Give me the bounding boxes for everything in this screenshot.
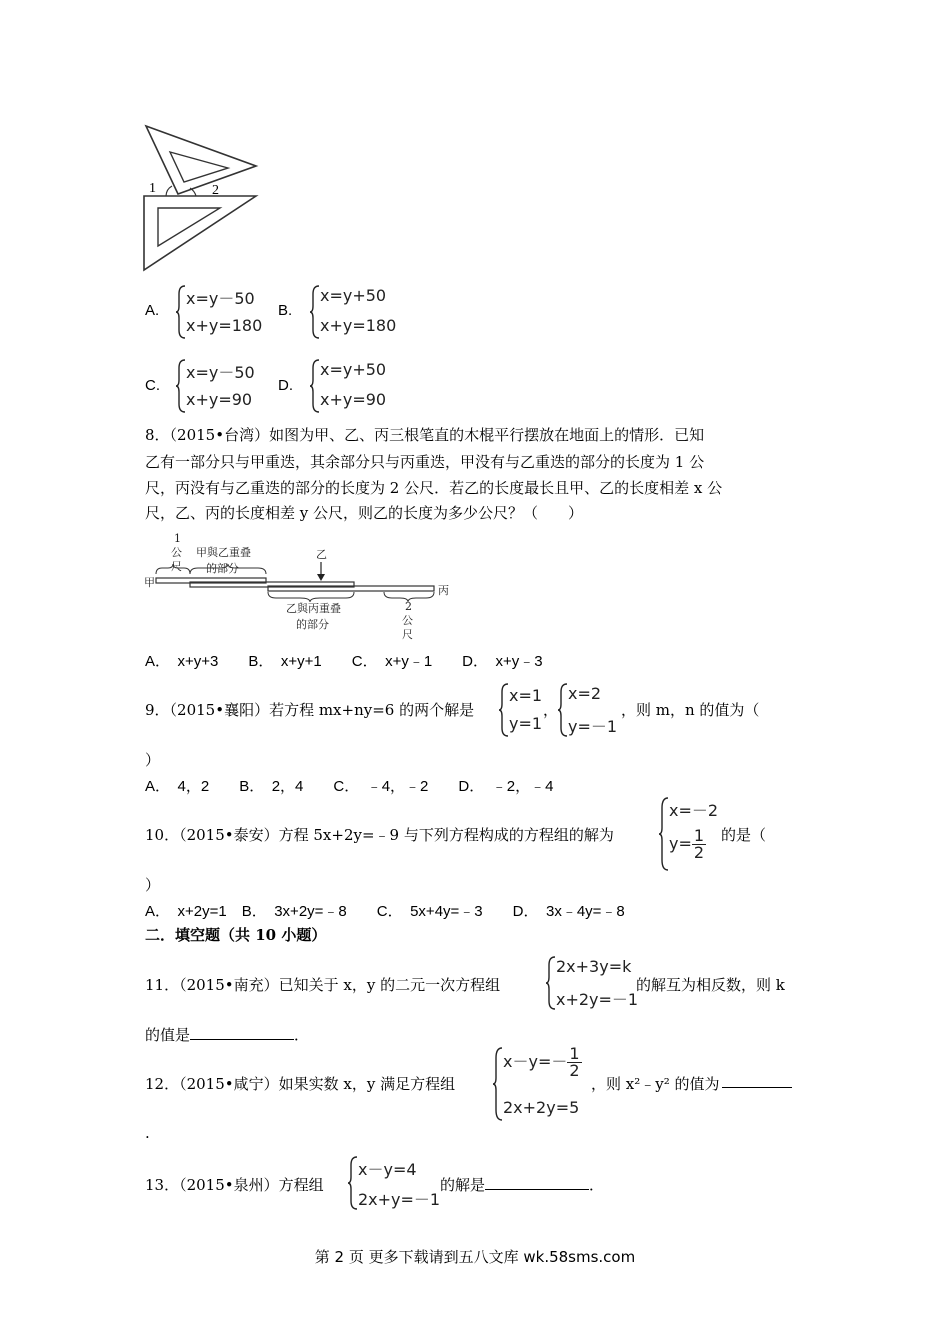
label-two: 2: [405, 600, 412, 613]
equation: x+y=180: [320, 316, 397, 335]
brace-icon: [348, 1155, 358, 1211]
equation-system: [176, 358, 276, 414]
brace-icon: [659, 796, 669, 872]
equation-system: [310, 358, 410, 414]
q8-options: A． x+y+3 B． x+y+1 C． x+y﹣1 D． x+y﹣3: [145, 653, 543, 670]
q10-system: [659, 796, 729, 872]
page-footer: 第 2 页 更多下载请到五八文库 wk.58sms.com: [314, 1248, 636, 1266]
q13-end: ．: [589, 1176, 605, 1194]
q12-end: .: [145, 1124, 150, 1142]
equation: 2x+y=－1: [358, 1190, 441, 1209]
denominator: 2: [693, 843, 705, 862]
equation: x=y－50: [186, 363, 255, 382]
answer-blank[interactable]: [190, 1025, 294, 1040]
q12-prefix: 12．（2015•咸宁）如果实数 x，y 满足方程组: [145, 1075, 456, 1093]
label-bing: 丙: [438, 584, 449, 597]
equation: x－y=4: [358, 1160, 417, 1179]
label-yi: 乙: [316, 548, 327, 561]
q11-system: [546, 955, 641, 1011]
q9-close: ）: [145, 751, 161, 769]
q13-system: [348, 1155, 443, 1211]
brace-icon: [310, 284, 320, 340]
q12-system: [493, 1046, 603, 1122]
label-gong-1: 公: [171, 546, 182, 559]
equation: x+y=180: [186, 316, 263, 335]
label-overlap-jy-1: 甲與乙重叠: [196, 546, 251, 559]
q11-prefix: 11．（2015•南充）已知关于 x，y 的二元一次方程组: [145, 976, 501, 994]
brace-icon: [499, 682, 509, 738]
equation: y=1: [509, 714, 543, 733]
brace-icon: [176, 284, 186, 340]
equation: x+y=90: [320, 390, 387, 409]
option-letter: D.: [278, 377, 293, 394]
q9-system-2: [558, 682, 628, 738]
equation: x=－2: [669, 801, 719, 820]
brace-icon: [310, 358, 320, 414]
equation: x=y+50: [320, 286, 387, 305]
denominator: 2: [569, 1061, 580, 1080]
q8-line-2: 乙有一部分只与甲重迭，其余部分只与丙重迭，甲没有与乙重迭的部分的长度为 1 公: [145, 453, 705, 471]
angle-1-label: 1: [149, 181, 156, 196]
q10-suffix: 的是（: [721, 826, 767, 844]
q11-suffix: 的解互为相反数，则 k: [636, 976, 785, 994]
option-letter: A.: [145, 302, 160, 319]
q10-options: A． x+2y=1 B． 3x+2y=﹣8 C． 5x+4y=﹣3 D． 3x﹣4y=﹣8: [145, 903, 625, 920]
sticks-figure: [140, 530, 460, 645]
equation-left: y=: [669, 834, 692, 853]
fraction: [692, 828, 706, 861]
q9-suffix: ，则 m，n 的值为（: [621, 701, 760, 719]
equation: x=1: [509, 686, 543, 705]
q11-line-2: 的值是: [145, 1026, 191, 1044]
equation-system: [176, 284, 276, 340]
q10-prefix: 10．（2015•泰安）方程 5x+2y=﹣9 与下列方程构成的方程组的解为: [145, 826, 614, 844]
q8-line-3: 尺，丙没有与乙重迭的部分的长度为 2 公尺．若乙的长度最长且甲、乙的长度相差 x 公: [145, 479, 723, 497]
q10-close: ）: [145, 876, 161, 894]
brace-icon: [176, 358, 186, 414]
label-overlap-jy-2: 的部分: [206, 562, 239, 575]
option-letter: C.: [145, 377, 160, 394]
q9-comma: ，: [543, 701, 559, 719]
q12-suffix: ，则 x²﹣y² 的值为: [591, 1075, 720, 1093]
brace-icon: [546, 955, 556, 1011]
numerator: 1: [693, 826, 705, 845]
equation-left: x－y=－: [503, 1052, 568, 1071]
brace-icon: [493, 1046, 503, 1122]
equation: x+2y=－1: [556, 990, 639, 1009]
label-chi-1: 尺: [171, 560, 182, 573]
label-one: 1: [174, 532, 181, 545]
section-heading: 二．填空题（共 10 小题）: [145, 926, 327, 944]
equation: 2x+3y=k: [556, 957, 632, 976]
label-chi-2: 尺: [402, 628, 413, 641]
q11-end: ．: [294, 1026, 310, 1044]
numerator: 1: [569, 1044, 580, 1063]
answer-blank[interactable]: [722, 1073, 792, 1088]
set-squares-figure: [138, 122, 268, 274]
equation: x=y+50: [320, 360, 387, 379]
equation: 2x+2y=5: [503, 1098, 580, 1117]
equation: x=y－50: [186, 289, 255, 308]
option-letter: B.: [278, 302, 293, 319]
label-gong-2: 公: [402, 614, 413, 627]
label-overlap-yb-1: 乙與丙重叠: [286, 602, 341, 615]
equation: x=2: [568, 684, 602, 703]
q9-options: A． 4，2 B． 2，4 C． ﹣4，﹣2 D． ﹣2，﹣4: [145, 778, 554, 795]
label-jia: 甲: [144, 576, 155, 589]
q8-line-1: 8．（2015•台湾）如图为甲、乙、丙三根笔直的木棍平行摆放在地面上的情形．已知: [145, 426, 705, 444]
equation-system: [310, 284, 410, 340]
brace-icon: [558, 682, 568, 738]
q8-line-4: 尺，乙、丙的长度相差 y 公尺，则乙的长度为多少公尺？（ ）: [145, 504, 584, 522]
fraction: [567, 1046, 581, 1079]
answer-blank[interactable]: [485, 1175, 589, 1190]
angle-2-label: 2: [212, 183, 219, 198]
q9-prefix: 9．（2015•襄阳）若方程 mx+ny=6 的两个解是: [145, 701, 475, 719]
equation: x+y=90: [186, 390, 253, 409]
equation: y=－1: [568, 717, 618, 736]
q13-prefix: 13．（2015•泉州）方程组: [145, 1176, 324, 1194]
label-overlap-yb-2: 的部分: [296, 618, 329, 631]
q13-suffix: 的解是: [440, 1176, 486, 1194]
